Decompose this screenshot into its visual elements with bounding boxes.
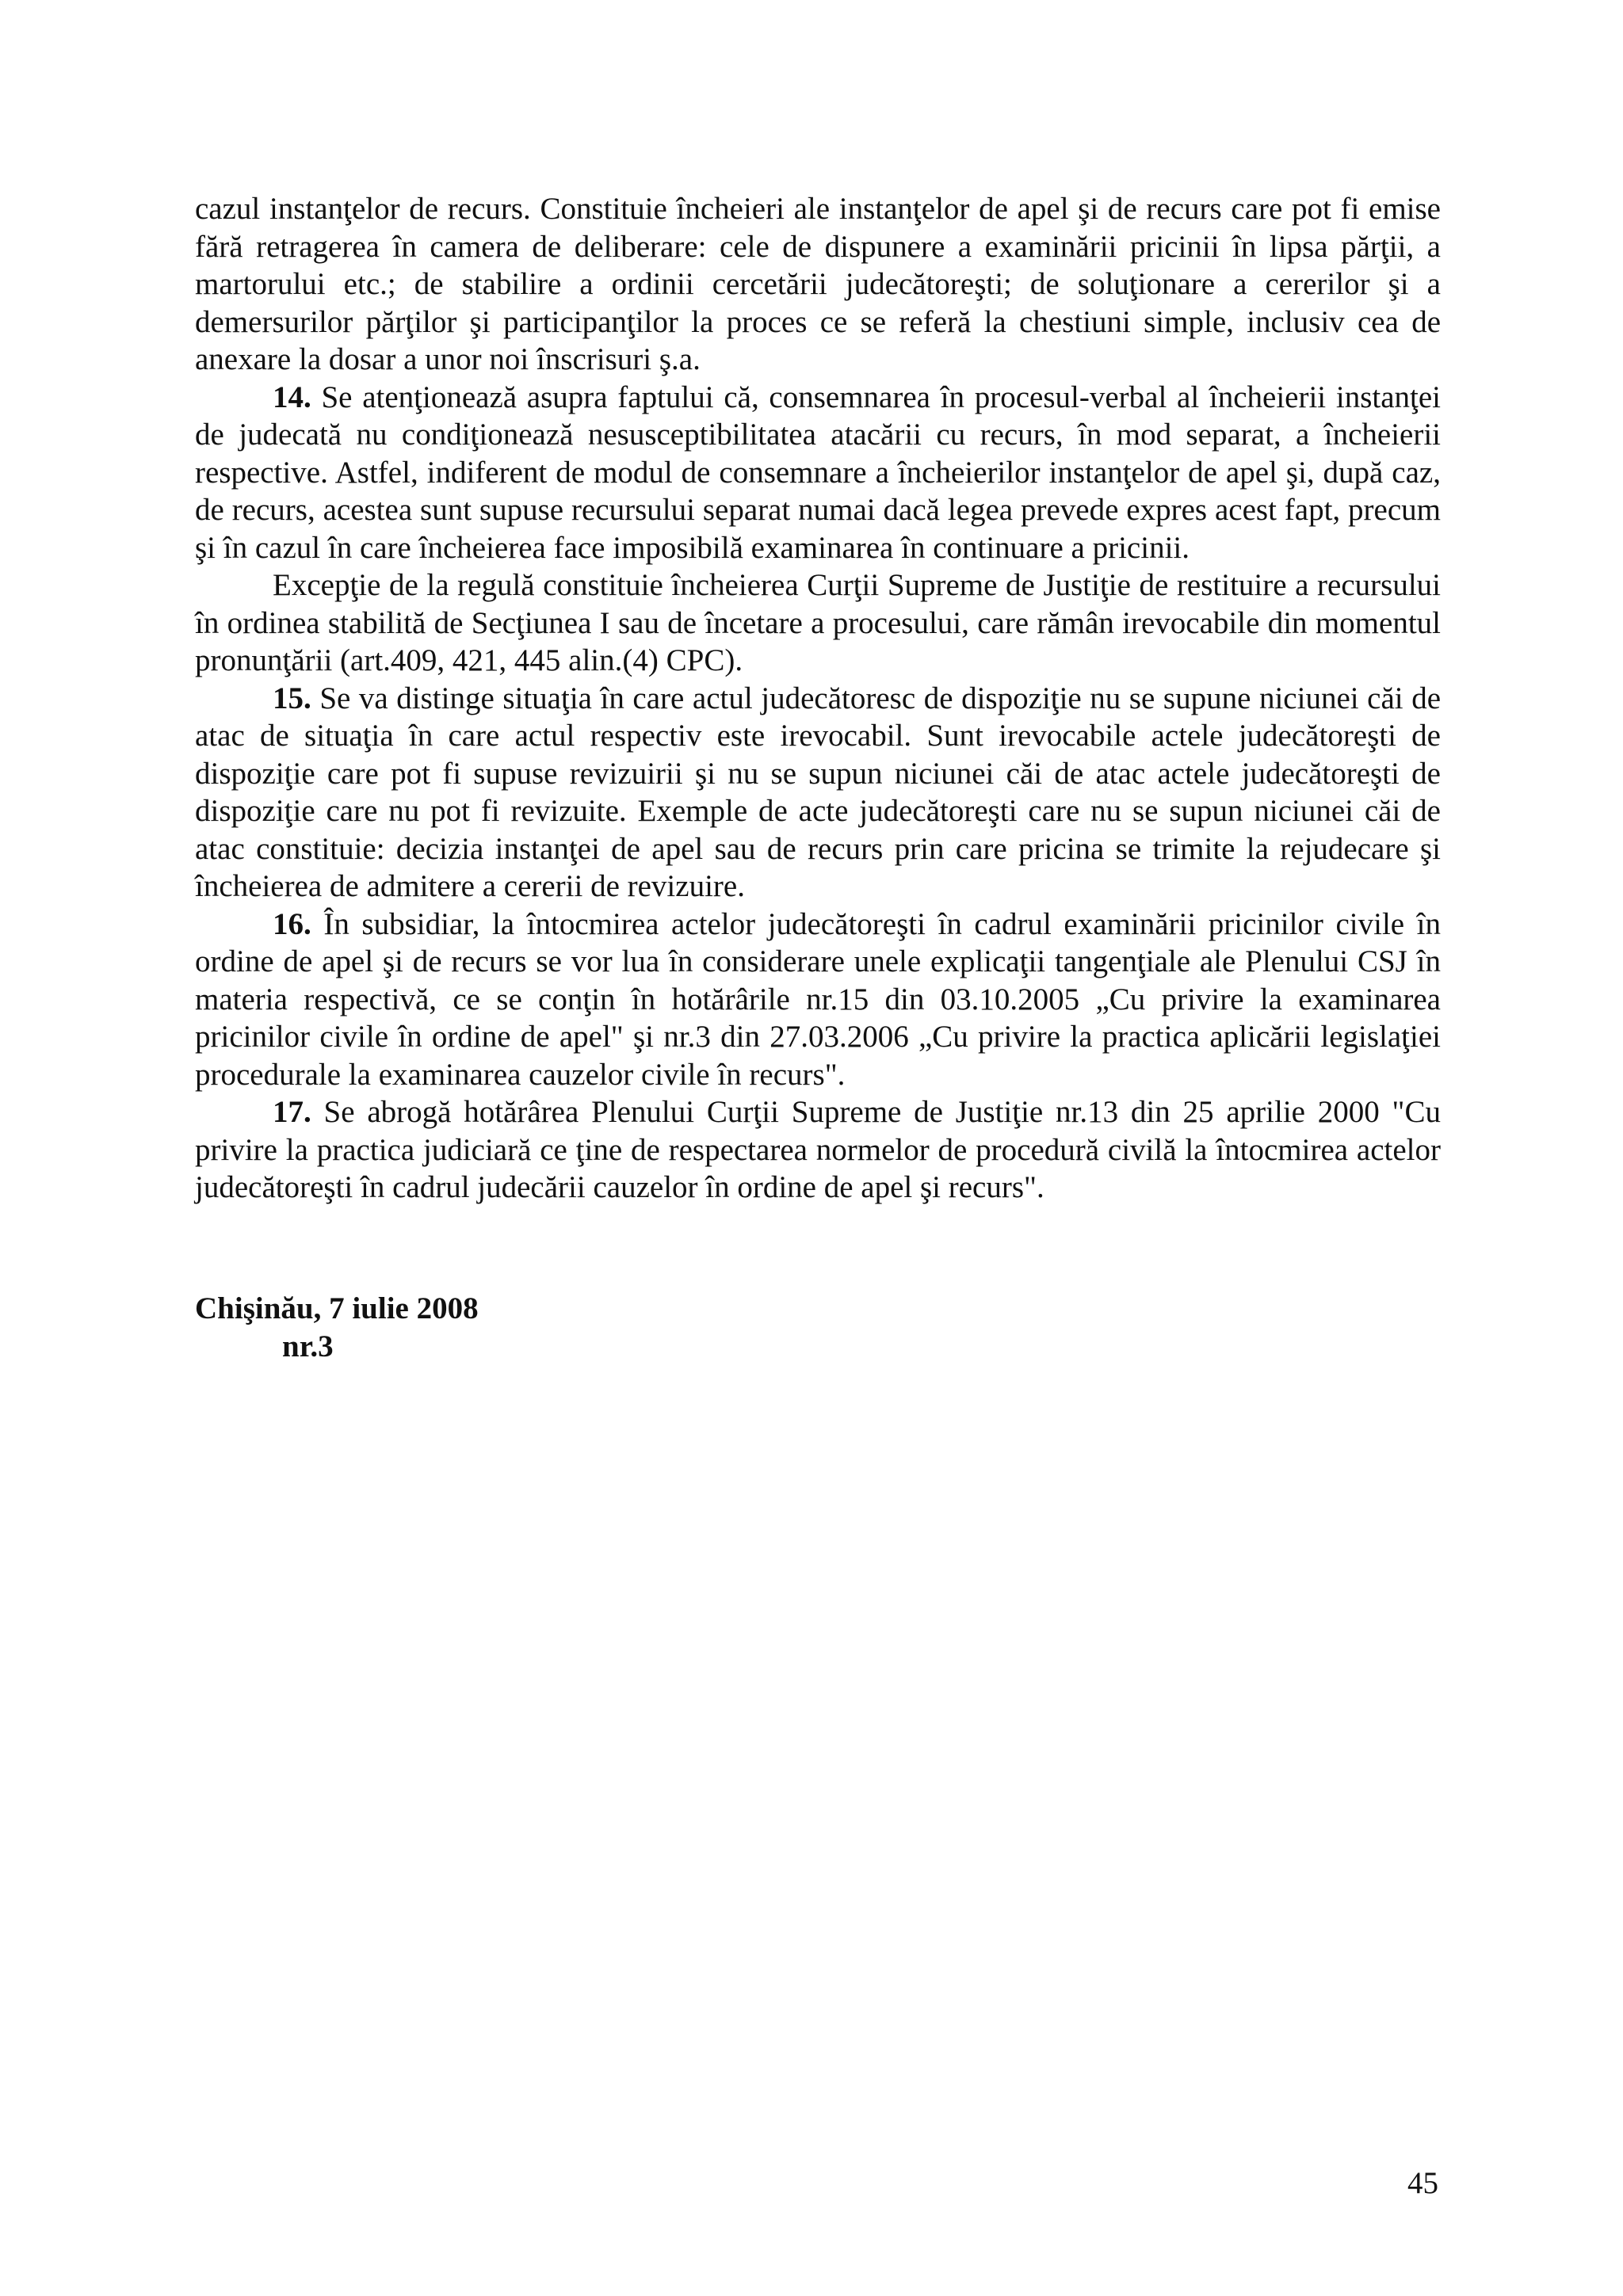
paragraph-number: 15. bbox=[273, 681, 311, 715]
paragraph-continuation bbox=[195, 190, 1441, 379]
paragraph-15 bbox=[195, 680, 1441, 906]
paragraph-text: Se va distinge situaţia în care actul judecătoresc de dispoziţie nu se supune niciunei căi de atac de situaţia în care actul respectiv este irevocabil. Sunt irevocabile actele judecătoreşti de dispoziţie care pot fi supuse revizuirii şi nu se supun niciunei căi de atac actele judecătoreşti de dispoziţie care nu pot fi revizuite. Exemple de acte judecătoreşti care nu se supun niciunei căi de atac constituie: decizia instanţei de apel sau de recurs prin care pricina se trimite la rejudecare şi încheierea de admitere a cererii de revizuire. bbox=[195, 681, 1441, 903]
paragraph-17 bbox=[195, 1093, 1441, 1207]
paragraph-text: Excepţie de la regulă constituie încheierea Curţii Supreme de Justiţie de restituire a recursului în ordinea stabilită de Secţiunea I sau de încetare a procesului, care rămân irevocabile din momentul pronunţării (art.409, 421, 445 alin.(4) CPC). bbox=[195, 568, 1441, 677]
paragraph-number: 14. bbox=[273, 379, 311, 414]
signature-place-date: Chişinău, 7 iulie 2008 bbox=[195, 1291, 479, 1325]
document-body bbox=[195, 190, 1441, 1207]
paragraph-text: Se abrogă hotărârea Plenului Curţii Supreme de Justiţie nr.13 din 25 aprilie 2000 "Cu privire la practica judiciară ce ţine de respectarea normelor de procedură civilă la întocmirea actelor judecătoreşti în cadrul judecării cauzelor în ordine de apel şi recurs". bbox=[195, 1095, 1441, 1204]
paragraph-number: 16. bbox=[273, 906, 311, 941]
paragraph-text: Se atenţionează asupra faptului că, consemnarea în procesul-verbal al încheierii instanţei de judecată nu condiţionează nesusceptibilitatea atacării cu recurs, în mod separat, a încheierii respective. Astfel, indiferent de modul de consemnare a încheierilor instanţelor de apel şi, după caz, de recurs, acestea sunt supuse recursului separat numai dacă legea prevede expres acest fapt, precum şi în cazul în care încheierea face imposibilă examinarea în continuare a pricinii. bbox=[195, 379, 1442, 565]
paragraph-exception bbox=[195, 566, 1441, 680]
signature-block bbox=[195, 1290, 479, 1365]
paragraph-text: În subsidiar, la întocmirea actelor judecătoreşti în cadrul examinării pricinilor civile în ordine de apel şi de recurs se vor lua în considerare unele explicaţii tangenţiale ale Plenului CSJ în materia respectivă, ce se conţin în hotărârile nr.15 din 03.10.2005 „Cu privire la examinarea pricinilor civile în ordine de apel" şi nr.3 din 27.03.2006 „Cu privire la practica aplicării legislaţiei procedurale la examinarea cauzelor civile în recurs". bbox=[195, 906, 1441, 1092]
paragraph-text: cazul instanţelor de recurs. Constituie încheieri ale instanţelor de apel şi de recurs care pot fi emise fără retragerea în camera de deliberare: cele de dispunere a examinării pricinii în lipsa părţii, a martorului etc.; de stabilire a ordinii cercetării judecătoreşti; de soluţionare a cererilor şi a demersurilor părţilor şi participanţilor la proces ce se referă la chestiuni simple, inclusiv cea de anexare la dosar a unor noi înscrisuri ş.a. bbox=[195, 192, 1441, 376]
page-number: 45 bbox=[1407, 2166, 1438, 2200]
signature-number: nr.3 bbox=[282, 1329, 334, 1363]
paragraph-number: 17. bbox=[273, 1095, 311, 1129]
paragraph-16 bbox=[195, 906, 1441, 1094]
paragraph-14 bbox=[195, 379, 1441, 567]
